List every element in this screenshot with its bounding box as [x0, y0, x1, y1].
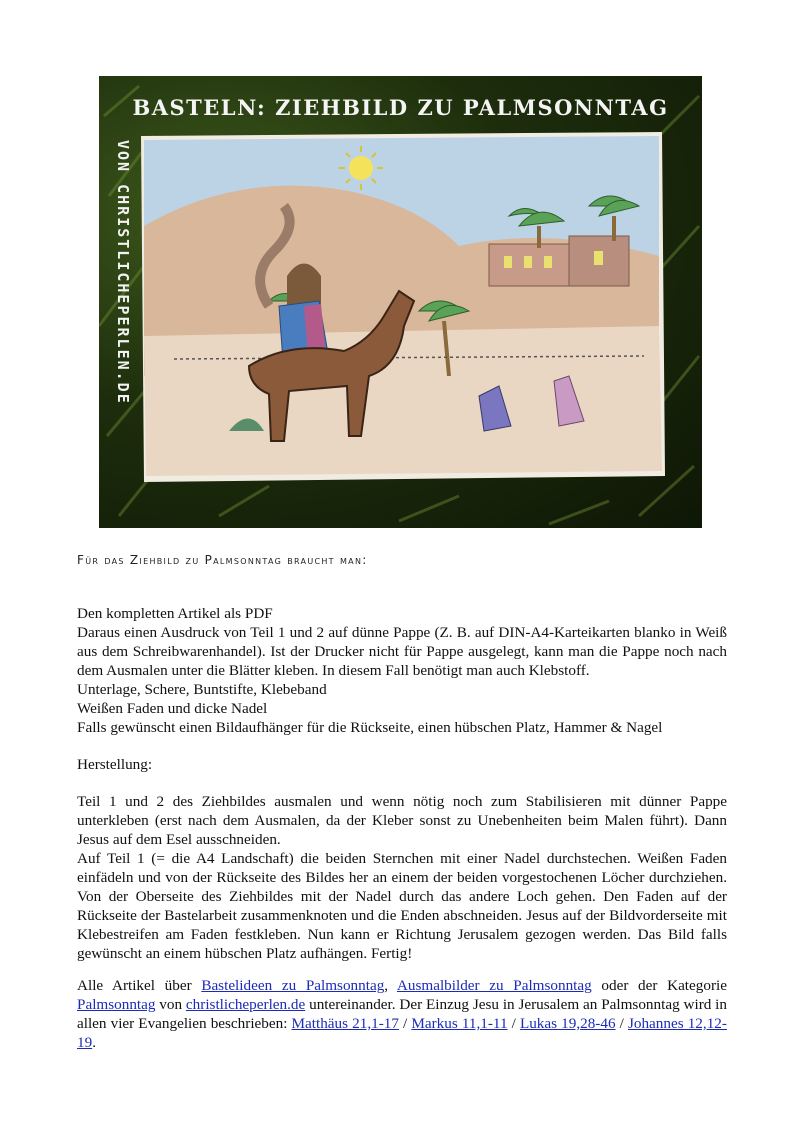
photo-credit-text: VON CHRISTLICHEPERLEN.DE: [114, 140, 132, 405]
section-heading: Für das Ziehbild zu Palmsonntag braucht man:: [77, 553, 368, 567]
footer-text: /: [615, 1015, 628, 1032]
link-ausmalbilder[interactable]: Ausmalbilder zu Palmsonntag: [396, 977, 592, 994]
list-item: Falls gewünscht einen Bildaufhänger für die Rückseite, einen hübschen Platz, Hammer & Nagel: [77, 719, 663, 736]
link-palmsonntag-category[interactable]: Palmsonntag: [77, 996, 156, 1013]
photo-title: BASTELN: ZIEHBILD ZU PALMSONNTAG: [132, 95, 669, 120]
footer-text: .: [92, 1034, 96, 1051]
footer-text: untereinander. Der Einzug Jesu in Jerusalem an Palmsonntag wird in allen vier Evangelien beschrieben:: [77, 996, 727, 1032]
footer-text: ,: [384, 977, 397, 994]
photo-credit: [104, 140, 134, 440]
footer-text: /: [398, 1015, 412, 1032]
materials-list: [77, 604, 727, 737]
link-johannes[interactable]: Johannes 12,12-19: [77, 1015, 727, 1051]
instruction-paragraph: Auf Teil 1 (= die A4 Landschaft) die beiden Sternchen mit einer Nadel durchstechen. Weißen Faden einfädeln und von der Rückseite des Bildes her an einem der beiden vorgestochenen Löcher durchziehen. Von der Oberseite des Ziehbildes mit der Nadel durch das andere Loch gehen. Den Faden auf der Rückseite der Bastelarbeit zusammenknoten und die Enden abschneiden. Jesus auf der Bildvorderseite mit Klebestreifen am Faden festkleben. Nun kann er Richtung Jerusalem gezogen werden. Das Bild falls gewünscht an einem hübschen Platz aufhängen. Fertig!: [77, 850, 727, 962]
link-bastelideen[interactable]: Bastelideen zu Palmsonntag: [201, 977, 385, 994]
instructions-label: Herstellung:: [77, 756, 153, 773]
list-item: Weißen Faden und dicke Nadel: [77, 700, 268, 717]
link-matthaeus[interactable]: Matthäus 21,1-17: [291, 1015, 399, 1032]
link-markus[interactable]: Markus 11,1-11: [411, 1015, 508, 1032]
related-articles: [77, 976, 727, 1052]
footer-text: Alle Artikel über: [77, 977, 202, 994]
craft-illustration: [99, 76, 702, 528]
list-item: Den kompletten Artikel als PDF: [77, 605, 273, 622]
instruction-paragraph: Teil 1 und 2 des Ziehbildes ausmalen und wenn nötig noch zum Stabilisieren mit dünner Pappe unterkleben (erst nach dem Ausmalen, da der Kleber sonst zu Unebenheiten beim Malen führt). Dann Jesus auf dem Esel ausschneiden.: [77, 793, 727, 848]
footer-text: /: [507, 1015, 520, 1032]
footer-text: von: [155, 996, 186, 1013]
link-lukas[interactable]: Lukas 19,28-46: [519, 1015, 616, 1032]
instructions-text: [77, 792, 727, 963]
list-item: Daraus einen Ausdruck von Teil 1 und 2 auf dünne Pappe (Z. B. auf DIN-A4-Karteikarten blanko in Weiß aus dem Schreibwarenhandel). Ist der Drucker nicht für Pappe ausgelegt, kann man die Pappe noch nach dem Ausmalen unter die Blätter kleben. In diesem Fall benötigt man auch Klebstoff.: [77, 624, 727, 679]
link-site[interactable]: christlicheperlen.de: [185, 996, 306, 1013]
footer-text: oder der Kategorie: [591, 977, 727, 994]
header-photo: [99, 76, 702, 528]
list-item: Unterlage, Schere, Buntstifte, Klebeband: [77, 681, 327, 698]
